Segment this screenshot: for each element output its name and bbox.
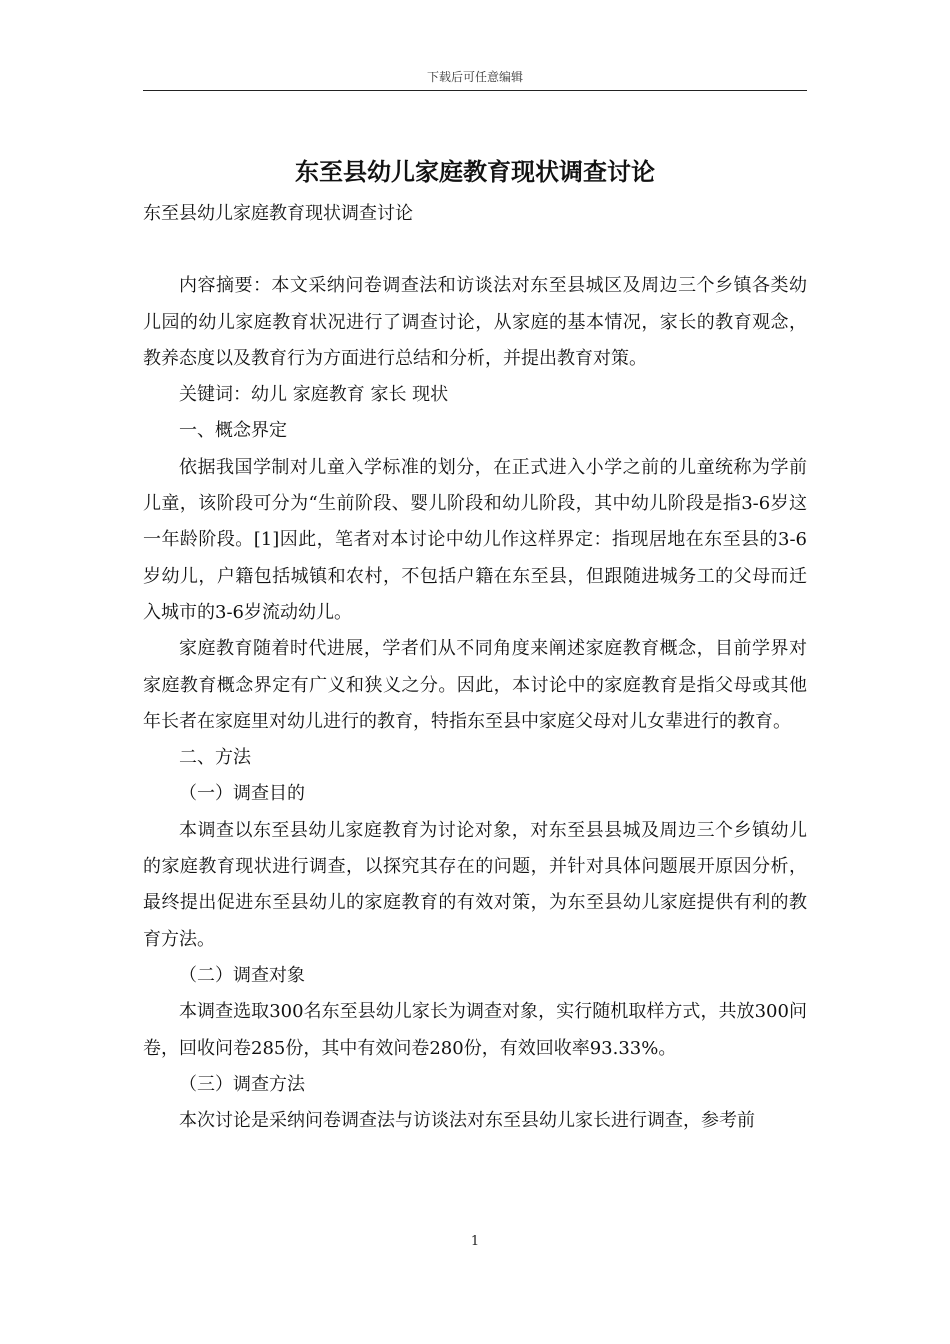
document-title: 东至县幼儿家庭教育现状调查讨论	[295, 157, 655, 186]
section-heading-methods: 二、方法	[179, 747, 251, 769]
document-body	[143, 196, 807, 1139]
subtitle: 东至县幼儿家庭教育现状调查讨论	[143, 203, 413, 224]
header-rule	[143, 90, 807, 91]
paragraph-purpose: 本调查以东至县幼儿家庭教育为讨论对象，对东至县县城及周边三个乡镇幼儿的家庭教育现状进行调查，以探究其存在的问题，并针对具体问题展开原因分析，最终提出促进东至县幼儿的家庭教育的有效对策，为东至县幼儿家庭提供有利的教育方法。	[143, 819, 807, 950]
subsection-heading-purpose: （一）调查目的	[179, 783, 305, 805]
section-heading-concepts: 一、概念界定	[179, 420, 287, 442]
subsection-heading-method: （三）调查方法	[179, 1073, 305, 1095]
keywords-line: 关键词：幼儿 家庭教育 家长 现状	[179, 384, 449, 406]
paragraph-subjects: 本调查选取300名东至县幼儿家长为调查对象，实行随机取样方式，共放300问卷，回收问卷285份，其中有效问卷280份，有效回收率93.33%。	[143, 1001, 807, 1059]
blank-line	[143, 232, 807, 268]
header-note: 下载后可任意编辑	[426, 70, 523, 84]
paragraph-family-education-definition: 家庭教育随着时代进展，学者们从不同角度来阐述家庭教育概念，目前学界对家庭教育概念界定有广义和狭义之分。因此，本讨论中的家庭教育是指父母或其他年长者在家庭里对幼儿进行的教育，特指东至县中家庭父母对儿女辈进行的教育。	[143, 638, 807, 732]
subsection-heading-subjects: （二）调查对象	[179, 964, 305, 986]
abstract-paragraph: 内容摘要：本文采纳问卷调查法和访谈法对东至县城区及周边三个乡镇各类幼儿园的幼儿家庭教育状况进行了调查讨论，从家庭的基本情况，家长的教育观念，教养态度以及教育行为方面进行总结和分析，并提出教育对策。	[143, 275, 807, 369]
paragraph-child-definition: 依据我国学制对儿童入学标准的划分，在正式进入小学之前的儿童统称为学前儿童，该阶段可分为“生前阶段、婴儿阶段和幼儿阶段，其中幼儿阶段是指3-6岁这一年龄阶段。[1]因此，笔者对本讨论中幼儿作这样界定：指现居地在东至县的3-6岁幼儿，户籍包括城镇和农村，不包括户籍在东至县，但跟随进城务工的父母而迁入城市的3-6岁流动幼儿。	[143, 456, 807, 623]
paragraph-method: 本次讨论是采纳问卷调查法与访谈法对东至县幼儿家长进行调查，参考前	[179, 1110, 755, 1132]
page-number: 1	[470, 1234, 480, 1249]
